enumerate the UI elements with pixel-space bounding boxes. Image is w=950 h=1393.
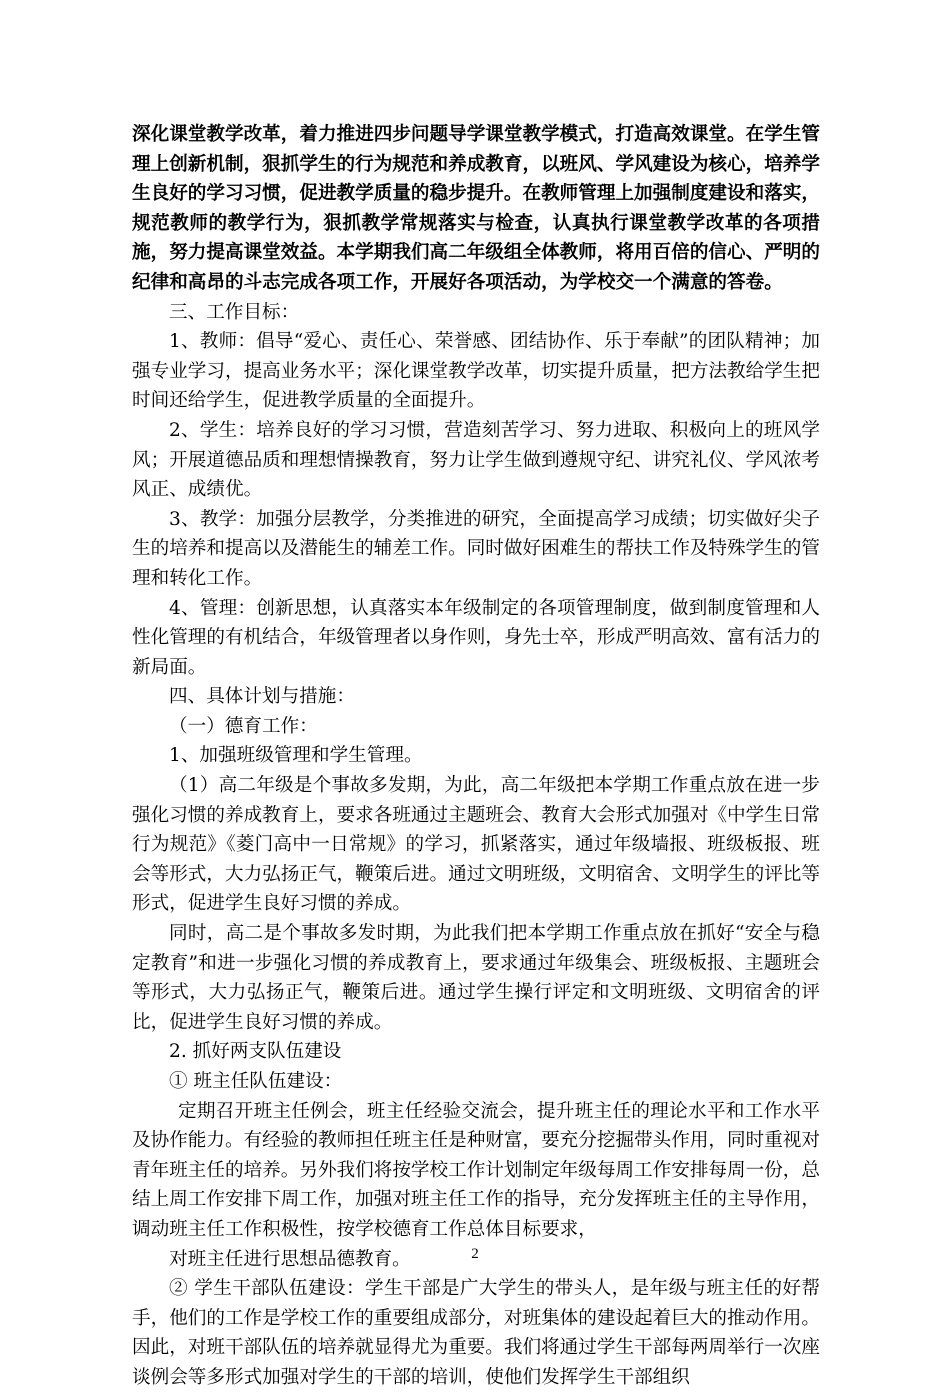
heading-work-goals: 三、工作目标： bbox=[169, 301, 300, 323]
paragraph-student-cadre-team: ② 学生干部队伍建设：学生干部是广大学生的带头人，是年级与班主任的好帮手，他们的工作是学校工作的重要组成部分，对班集体的建设起着巨大的推动作用。因此，对班干部队伍的培养就显得尤为重要。我们将通过学生干部每两周举行一次座谈例会等多形式加强对学生的干部的培训，使他们发挥学生干部组织 bbox=[132, 1278, 820, 1388]
paragraph-intro-continued: 深化课堂教学改革，着力推进四步问题导学课堂教学模式，打造高效课堂。在学生管理上创新机制，狠抓学生的行为规范和养成教育，以班风、学风建设为核心，培养学生良好的学习习惯，促进教学质量的稳步提升。在教师管理上加强制度建设和落实，规范教师的教学行为，狠抓教学常规落实与检查，认真执行课堂教学改革的各项措施，努力提高课堂效益。本学期我们高二年级组全体教师，将用百倍的信心、严明的纪律和高昂的斗志完成各项工作，开展好各项活动，为学校交一个满意的答卷。 bbox=[132, 124, 820, 293]
heading-moral-education: （一）德育工作： bbox=[169, 715, 318, 737]
page-number: 2 bbox=[471, 1246, 479, 1262]
paragraph-habit-formation: （1）高二年级是个事故多发期，为此，高二年级把本学期工作重点放在进一步强化习惯的养成教育上，要求各班通过主题班会、教育大会形式加强对《中学生日常行为规范》《菱门高中一日常规》的学习，抓紧落实，通过年级墙报、班级板报、班会等形式，大力弘扬正气，鞭策后进。通过文明班级，文明宿舍、文明学生的评比等形式，促进学生良好习惯的养成。 bbox=[132, 775, 820, 915]
heading-plans-measures: 四、具体计划与措施： bbox=[169, 686, 355, 708]
paragraph-goal-teaching: 3、教学：加强分层教学，分类推进的研究，全面提高学习成绩；切实做好尖子生的培养和提高以及潜能生的辅差工作。同时做好困难生的帮扶工作及特殊学生的管理和转化工作。 bbox=[132, 508, 820, 589]
paragraph-goal-management: 4、管理：创新思想，认真落实本年级制定的各项管理制度，做到制度管理和人性化管理的有机结合，年级管理者以身作则，身先士卒，形成严明高效、富有活力的新局面。 bbox=[132, 597, 820, 678]
paragraph-head-teacher-meetings: 定期召开班主任例会，班主任经验交流会，提升班主任的理论水平和工作水平及协作能力。有经验的教师担任班主任是种财富，要充分挖掘带头作用，同时重视对青年班主任的培养。另外我们将按学校工作计划制定年级每周工作安排每周一份，总结上周工作安排下周工作，加强对班主任工作的指导，充分发挥班主任的主导作用，调动班主任工作积极性，按学校德育工作总体目标要求， bbox=[132, 1100, 820, 1240]
heading-head-teacher-team: ① 班主任队伍建设： bbox=[169, 1071, 343, 1092]
paragraph-moral-education-line: 对班主任进行思想品德教育。 bbox=[169, 1248, 411, 1270]
heading-class-management: 1、加强班级管理和学生管理。 bbox=[169, 745, 423, 767]
paragraph-goal-students: 2、学生：培养良好的学习习惯，营造刻苦学习、努力进取、积极向上的班风学风；开展道德品质和理想情操教育，努力让学生做到遵规守纪、讲究礼仪、学风浓考风正、成绩优。 bbox=[132, 419, 820, 501]
document-body bbox=[132, 120, 820, 1393]
heading-two-teams: 2. 抓好两支队伍建设 bbox=[169, 1041, 342, 1063]
paragraph-goal-teachers: 1、教师：倡导“爱心、责任心、荣誉感、团结协作、乐于奉献”的团队精神；加强专业学习，提高业务水平；深化课堂教学改革，切实提升质量，把方法教给学生把时间还给学生，促进教学质量的全面提升。 bbox=[132, 331, 820, 412]
paragraph-safety-education: 同时，高二是个事故多发时期，为此我们把本学期工作重点放在抓好“安全与稳定教育”和进一步强化习惯的养成教育上，要求通过年级集会、班级板报、主题班会等形式，大力弘扬正气，鞭策后进。通过学生操行评定和文明班级、文明宿舍的评比，促进学生良好习惯的养成。 bbox=[132, 923, 820, 1033]
